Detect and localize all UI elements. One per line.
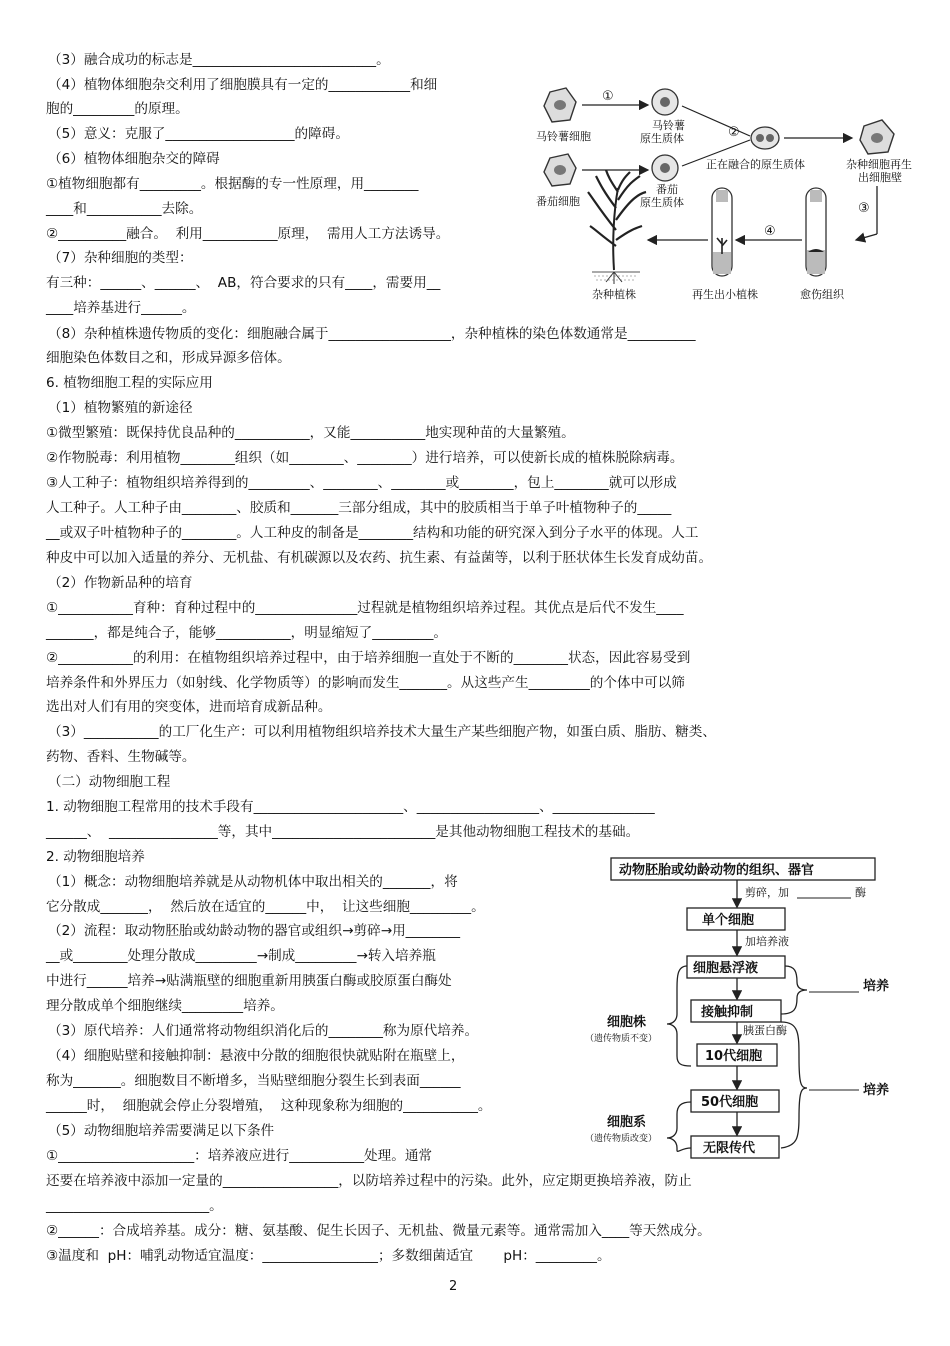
text-line: （2）流程：取动物胚胎或幼龄动物的器官或组织→剪碎→用________ xyxy=(48,923,461,939)
cell-line-brace xyxy=(667,1102,691,1151)
hybrid-label-1: 杂种细胞再生 xyxy=(846,158,912,171)
potato-protoplast-label-2: 原生质体 xyxy=(640,132,684,145)
text-line: （8）杂种植株遗传物质的变化：细胞融合属于__________________，杂种植株的染色体数通常是__________ xyxy=(48,326,696,342)
text-line: 选出对人们有用的突变体，进而培育成新品种。 xyxy=(46,699,332,715)
text-line: ②作物脱毒：利用植物________组织（如________、________）进行培养，可以使新长成的植株脱除病毒。 xyxy=(46,450,684,466)
step-3-label: ③ xyxy=(858,201,870,216)
suspension-label: 细胞悬浮液 xyxy=(693,961,759,976)
text-line: （5）动物细胞培养需要满足以下条件 xyxy=(48,1123,275,1139)
contact-inhibition-label: 接触抑制 xyxy=(701,1005,754,1020)
potato-protoplast-icon xyxy=(652,89,678,115)
text-line: ①____________________：培养液应进行___________处理。通常 xyxy=(46,1148,433,1164)
potato-cell-icon xyxy=(544,88,576,122)
tomato-cell-icon xyxy=(544,154,576,186)
cell-strain-note: （遗传物质不变） xyxy=(585,1034,658,1044)
text-line: ②__________融合。 利用___________原理， 需用人工方法诱导。 xyxy=(46,226,450,242)
culture-brace-2 xyxy=(781,1022,807,1148)
text-line: ③人工种子：植物组织培养得到的_________、________、________或________，包上________就可以形成 xyxy=(46,475,677,491)
tomato-protoplast-label: 番茄 xyxy=(656,183,678,196)
text-line: 2. 动物细胞培养 xyxy=(46,849,145,865)
text-line: 人工种子。人工种子由________、胶质和_______三部分组成，其中的胶质相当于单子叶植物种子的_____ xyxy=(46,500,672,516)
tomato-protoplast-label-2: 原生质体 xyxy=(640,196,684,209)
single-cell-label: 单个细胞 xyxy=(702,913,755,928)
text-line: __或双子叶植物种子的________。人工种皮的制备是________结构和功能的研究深入到分子水平的体现。人工 xyxy=(46,525,699,541)
text-line: （4）植物体细胞杂交利用了细胞膜具有一定的____________和细 xyxy=(48,77,438,93)
enzyme-label: 酶 xyxy=(855,886,866,899)
tomato-protoplast-icon xyxy=(652,155,678,181)
text-line: 细胞染色体数目之和，形成异源多倍体。 xyxy=(46,350,291,366)
text-line: 称为_______。细胞数目不断增多，当贴壁细胞分裂生长到表面______ xyxy=(46,1073,461,1089)
hybrid-plant-label: 杂种植株 xyxy=(592,288,636,301)
text-line: __或________处理分散成_________→制成_________→转入培养瓶 xyxy=(46,948,436,964)
potato-protoplast-label: 马铃薯 xyxy=(652,119,685,132)
gen50-label: 50代细胞 xyxy=(701,1095,759,1110)
text-line: （3）融合成功的标志是___________________________。 xyxy=(48,52,390,68)
potato-cell-label: 马铃薯细胞 xyxy=(536,130,591,143)
callus-label: 愈伤组织 xyxy=(800,288,844,301)
cut-label: 剪碎，加 xyxy=(745,886,789,899)
text-line: ①微型繁殖：既保持优良品种的___________，又能___________地实现种苗的大量繁殖。 xyxy=(46,425,575,441)
cell-strain-label: 细胞株 xyxy=(607,1015,647,1030)
text-line: （4）细胞贴壁和接触抑制：悬液中分散的细胞很快就贴附在瓶壁上， xyxy=(48,1048,465,1064)
arrow xyxy=(856,234,877,240)
text-line: 理分散成单个细胞继续_________培养。 xyxy=(46,998,284,1014)
text-line: （3）___________的工厂化生产：可以利用植物组织培养技术大量生产某些细胞产物，如蛋白质、脂肪、糖类、 xyxy=(48,724,716,740)
step-1-label: ① xyxy=(602,89,614,104)
plantlet-label: 再生出小植株 xyxy=(692,288,758,301)
hybrid-plant-icon xyxy=(588,170,646,284)
text-line: ____培养基进行______。 xyxy=(46,300,196,316)
text-line: ②___________的利用：在植物组织培养过程中，由于培养细胞一直处于不断的________状态，因此容易受到 xyxy=(46,650,691,666)
text-line: 它分散成_______， 然后放在适宜的______中， 让这些细胞_________。 xyxy=(46,899,485,915)
text-line: 6. 植物细胞工程的实际应用 xyxy=(46,375,213,391)
arrow xyxy=(682,106,750,136)
step-2-label: ② xyxy=(728,125,740,140)
text-line: ①___________育种：育种过程中的_______________过程就是植物组织培养过程。其优点是后代不发生____ xyxy=(46,600,684,616)
text-line: 培养条件和外界压力（如射线、化学物质等）的影响而发生_______。从这些产生_________的个体中可以筛 xyxy=(46,675,685,691)
plantlet-tube-icon xyxy=(712,188,732,276)
text-line: ________________________。 xyxy=(46,1198,223,1214)
step-4-label: ④ xyxy=(764,224,776,239)
text-line: （1）植物繁殖的新途径 xyxy=(48,400,193,416)
text-line: （5）意义：克服了___________________的障碍。 xyxy=(48,126,349,142)
page-number: 2 xyxy=(449,1279,458,1294)
infinite-label: 无限传代 xyxy=(703,1141,756,1156)
fusing-label: 正在融合的原生质体 xyxy=(706,158,805,171)
text-line: （3）原代培养：人们通常将动物组织消化后的________称为原代培养。 xyxy=(48,1023,479,1039)
text-line: 1. 动物细胞工程常用的技术手段有______________________、__________________、_______________ xyxy=(46,799,655,815)
cell-line-label: 细胞系 xyxy=(607,1115,647,1130)
text-line: 药物、香料、生物碱等。 xyxy=(46,749,196,765)
text-line: 胞的_________的原理。 xyxy=(46,101,189,117)
text-line: 还要在培养液中添加一定量的_________________，以防培养过程中的污染。此外，应定期更换培养液，防止 xyxy=(46,1173,692,1189)
text-line: ②______：合成培养基。成分：糖、氨基酸、促生长因子、无机盐、微量元素等。通常需加入____等天然成分。 xyxy=(46,1223,711,1239)
hybrid-cell-icon xyxy=(860,120,894,154)
hybrid-label-2: 出细胞壁 xyxy=(858,171,902,184)
callus-tube-icon xyxy=(806,188,826,276)
trypsin-label: 胰蛋白酶 xyxy=(743,1024,787,1037)
text-line: （6）植物体细胞杂交的障碍 xyxy=(48,151,220,167)
fusing-protoplast-icon xyxy=(751,127,779,149)
text-line: 种皮中可以加入适量的养分、无机盐、有机碳源以及农药、抗生素、有益菌等，以利于胚状体生长发育成幼苗。 xyxy=(46,550,713,566)
text-line: ①植物细胞都有_________。根据酶的专一性原理，用________ xyxy=(46,176,419,192)
text-line: （1）概念：动物细胞培养就是从动物机体中取出相关的_______，将 xyxy=(48,874,458,890)
tomato-cell-label: 番茄细胞 xyxy=(536,195,580,208)
plant-hybridization-diagram xyxy=(530,80,920,310)
animal-cell-culture-flowchart xyxy=(585,848,925,1168)
culture-label-1: 培养 xyxy=(863,979,890,994)
text-line: _______，都是纯合子，能够___________，明显缩短了_________。 xyxy=(46,625,448,641)
top-box-label: 动物胚胎或幼龄动物的组织、器官 xyxy=(619,863,815,878)
gen10-label: 10代细胞 xyxy=(705,1049,763,1064)
text-line: ______时， 细胞就会停止分裂增殖， 这种现象称为细胞的___________。 xyxy=(46,1098,492,1114)
add-medium-label: 加培养液 xyxy=(745,935,789,948)
text-line: ______、 ________________等，其中________________________是其他动物细胞工程技术的基础。 xyxy=(46,824,640,840)
text-line: （2）作物新品种的培育 xyxy=(48,575,193,591)
text-line: 中进行______培养→贴满瓶壁的细胞重新用胰蛋白酶或胶原蛋白酶处 xyxy=(46,973,452,989)
cell-strain-brace xyxy=(667,966,691,1066)
culture-label-2: 培养 xyxy=(863,1083,890,1098)
text-line: ③温度和 pH：哺乳动物适宜温度：_________________；多数细菌适宜 pH：_________。 xyxy=(46,1248,611,1264)
text-line: （7）杂种细胞的类型： xyxy=(48,250,193,266)
text-line: （二）动物细胞工程 xyxy=(48,774,171,790)
text-line: 有三种：______、______、 AB，符合要求的只有____，需要用__ xyxy=(46,275,441,291)
cell-line-note: （遗传物质改变） xyxy=(585,1134,658,1144)
text-line: ____和___________去除。 xyxy=(46,201,203,217)
